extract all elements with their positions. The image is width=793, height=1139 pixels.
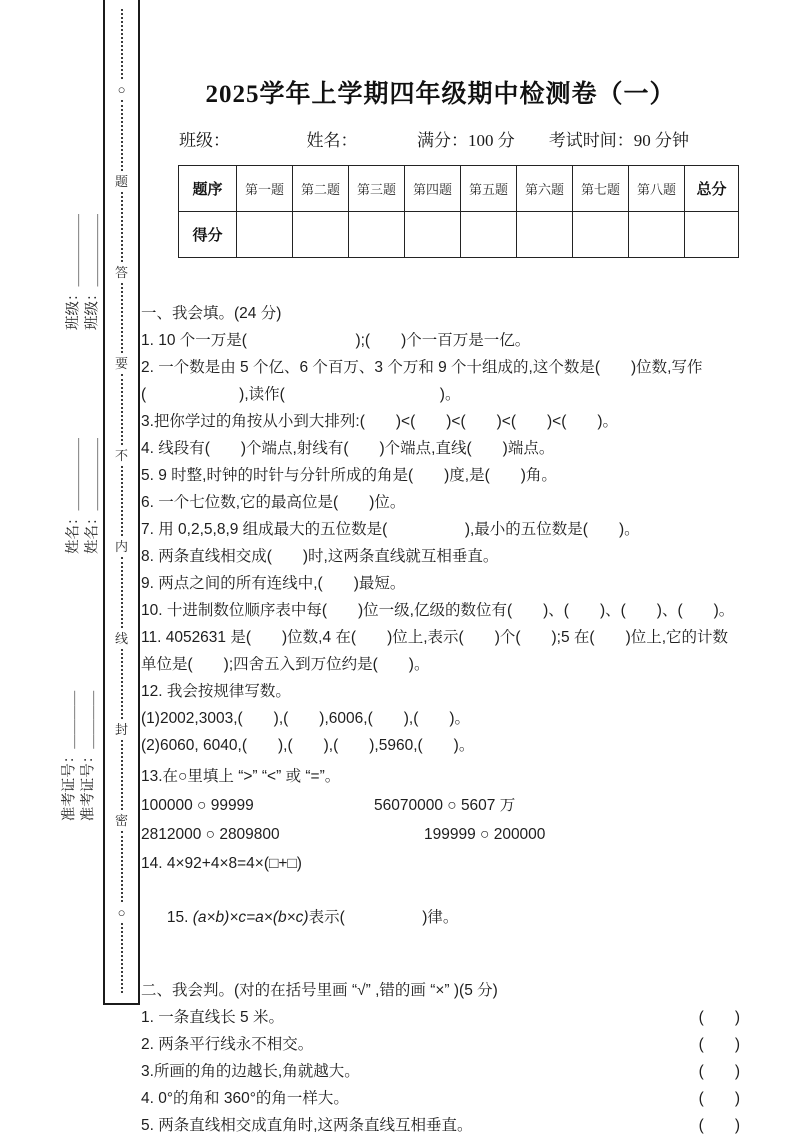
table-cell-empty — [573, 212, 629, 258]
table-score-row — [179, 212, 739, 258]
fill-question: 2. 一个数是由 5 个亿、6 个百万、3 个万和 9 个十组成的,这个数是( )位数,写作 — [141, 359, 703, 376]
answer-bracket: ( ) — [698, 1090, 740, 1107]
math-expression: (a×b)×c=a×(b×c) — [192, 909, 309, 926]
seal-circle-mark: ○ — [117, 82, 126, 98]
fill-question: 单位是( );四舍五入到万位约是( )。 — [141, 656, 430, 673]
compare-row — [141, 821, 740, 848]
table-cell-empty — [629, 212, 685, 258]
table-header-cell: 第六题 — [517, 166, 573, 212]
table-header-cell: 第四题 — [405, 166, 461, 212]
fill-question: 14. 4×92+4×8=4×(□+□) — [141, 855, 302, 872]
score-label-cell: 得分 — [179, 212, 237, 258]
fill-question: 10. 十进制数位顺序表中每( )位一级,亿级的数位有( )、( )、( )、( )。 — [141, 602, 735, 619]
table-header-cell: 第三题 — [349, 166, 405, 212]
answer-bracket: ( ) — [698, 1009, 740, 1026]
dotted-line — [121, 831, 123, 901]
section-fill-heading: 一、我会填。(24 分) — [141, 305, 282, 322]
class-label: 班级：＿＿＿＿＿ — [84, 214, 101, 330]
table-header-cell: 第二题 — [293, 166, 349, 212]
seal-circle-mark: ○ — [117, 904, 126, 920]
fill-question: (2)6060, 6040,( ),( ),( ),5960,( )。 — [141, 737, 475, 754]
exam-number-label: 准考证号：＿＿＿＿ — [80, 690, 97, 822]
seal-char: 不 — [114, 447, 128, 463]
table-cell-empty — [293, 212, 349, 258]
table-header-cell: 总分 — [685, 166, 739, 212]
compare-pair: 100000 ○ 99999 — [141, 797, 254, 814]
fill-question: 9. 两点之间的所有连线中,( )最短。 — [141, 575, 406, 592]
judge-text: 3.所画的角的边越长,角就越大。 — [141, 1063, 360, 1080]
fill-question: 13.在○里填上 “>” “<” 或 “=”。 — [141, 768, 341, 785]
fill-question: (1)2002,3003,( ),( ),6006,( ),( )。 — [141, 710, 471, 727]
dotted-line — [121, 466, 123, 536]
judge-question — [141, 1004, 740, 1031]
student-info-line: 班级： 姓名： 满分：100 分 考试时间：90 分钟 — [179, 131, 689, 150]
name-label: 姓名：＿＿＿＿＿ — [84, 438, 101, 554]
seal-char: 封 — [114, 721, 128, 737]
fill-question: 12. 我会按规律写数。 — [141, 683, 291, 700]
answer-bracket: ( ) — [698, 1117, 740, 1134]
compare-pair: 2812000 ○ 2809800 — [141, 826, 280, 843]
question-number: 15. — [166, 909, 193, 926]
seal-char: 线 — [114, 630, 128, 646]
seal-char: 密 — [114, 813, 128, 829]
fill-question: ( ),读作( )。 — [141, 386, 461, 403]
table-cell-empty — [237, 212, 293, 258]
fill-question: 8. 两条直线相交成( )时,这两条直线就互相垂直。 — [141, 548, 499, 565]
exam-page — [141, 0, 740, 1139]
dotted-line — [121, 649, 123, 719]
seal-char: 题 — [114, 173, 128, 189]
judge-text: 2. 两条平行线永不相交。 — [141, 1036, 314, 1053]
dotted-line — [121, 923, 123, 993]
dotted-line — [121, 100, 123, 170]
compare-pair: 56070000 ○ 5607 万 — [374, 797, 516, 814]
table-cell-empty — [405, 212, 461, 258]
section-judge-heading: 二、我会判。(对的在括号里画 “√” ,错的画 “×” )(5 分) — [141, 982, 498, 999]
page-title: 2025学年上学期四年级期中检测卷（一） — [205, 81, 676, 108]
judge-text: 5. 两条直线相交成直角时,这两条直线互相垂直。 — [141, 1117, 473, 1134]
seal-field-name — [67, 438, 102, 554]
fill-question: 4. 线段有( )个端点,射线有( )个端点,直线( )端点。 — [141, 440, 555, 457]
fill-question: 5. 9 时整,时钟的时针与分针所成的角是( )度,是( )角。 — [141, 467, 557, 484]
exam-number-label: 准考证号：＿＿＿＿ — [61, 690, 78, 822]
fill-question: 1. 10 个一万是( );( )个一百万是一亿。 — [141, 332, 531, 349]
question-body — [141, 300, 740, 1139]
judge-text: 1. 一条直线长 5 米。 — [141, 1009, 284, 1026]
seal-line-strip — [103, 0, 140, 1005]
answer-bracket: ( ) — [698, 1063, 740, 1080]
score-table — [178, 165, 739, 258]
table-cell-empty — [349, 212, 405, 258]
seal-char: 内 — [114, 539, 128, 555]
dotted-line — [121, 192, 123, 262]
judge-question — [141, 1058, 740, 1085]
dotted-line — [121, 740, 123, 810]
dotted-line — [121, 9, 123, 79]
dotted-line — [121, 283, 123, 353]
table-header-cell: 题序 — [179, 166, 237, 212]
table-cell-empty — [685, 212, 739, 258]
answer-bracket: ( ) — [698, 1036, 740, 1053]
judge-text: 4. 0°的角和 360°的角一样大。 — [141, 1090, 349, 1107]
judge-question — [141, 1031, 740, 1058]
seal-char: 答 — [114, 265, 128, 281]
table-header-cell: 第五题 — [461, 166, 517, 212]
class-label: 班级：＿＿＿＿＿ — [65, 214, 82, 330]
table-header-cell: 第七题 — [573, 166, 629, 212]
table-header-cell: 第一题 — [237, 166, 293, 212]
table-header-row — [179, 166, 739, 212]
seal-char: 要 — [114, 356, 128, 372]
judge-question — [141, 1085, 740, 1112]
seal-field-class — [67, 214, 102, 330]
compare-pair: 199999 ○ 200000 — [424, 826, 546, 843]
dotted-line — [121, 374, 123, 444]
table-cell-empty — [461, 212, 517, 258]
table-header-cell: 第八题 — [629, 166, 685, 212]
seal-field-exam-number — [63, 691, 98, 822]
judge-question — [141, 1112, 740, 1139]
section-judge — [141, 977, 740, 1139]
compare-row — [141, 792, 740, 819]
name-label: 姓名：＿＿＿＿＿ — [65, 438, 82, 554]
question-text: 表示( )律。 — [308, 909, 459, 926]
table-cell-empty — [517, 212, 573, 258]
fill-question — [141, 877, 740, 958]
fill-question: 3.把你学过的角按从小到大排列:( )<( )<( )<( )<( )。 — [141, 413, 619, 430]
dotted-line — [121, 557, 123, 627]
fill-question: 6. 一个七位数,它的最高位是( )位。 — [141, 494, 406, 511]
fill-question: 7. 用 0,2,5,8,9 组成最大的五位数是( ),最小的五位数是( )。 — [141, 521, 640, 538]
fill-question: 11. 4052631 是( )位数,4 在( )位上,表示( )个( );5 在( )位上,它的计数 — [141, 629, 729, 646]
